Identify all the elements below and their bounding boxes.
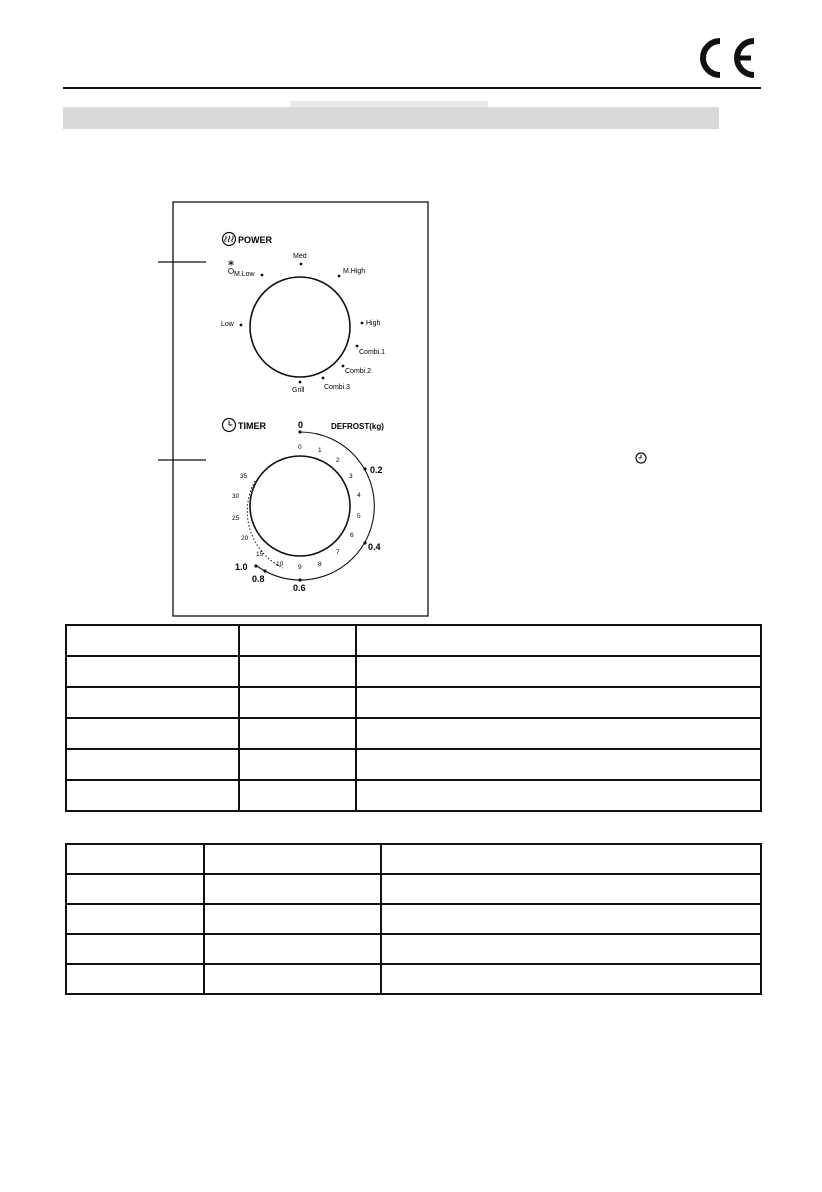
power-level-high: High <box>366 320 381 327</box>
table-cell <box>204 874 381 904</box>
timer-min-9: 9 <box>298 564 302 571</box>
table-cell <box>204 904 381 934</box>
table-cell <box>356 687 761 718</box>
table-row <box>66 874 761 904</box>
power-level-low: Low <box>221 321 234 328</box>
power-level-mlow: M.Low <box>234 271 255 278</box>
timer-clock-icon <box>223 419 236 432</box>
table-cell <box>66 964 204 994</box>
combination-table <box>65 843 762 995</box>
table-cell <box>66 904 204 934</box>
defrost-weight-0-8: 0.8 <box>252 574 265 584</box>
defrost-weight-0-6: 0.6 <box>293 583 306 593</box>
table-row <box>66 687 761 718</box>
table-row <box>66 844 761 874</box>
table-cell <box>356 656 761 687</box>
snowflake-icon <box>228 260 233 274</box>
table-row <box>66 625 761 656</box>
table-cell <box>356 780 761 811</box>
table-row <box>66 749 761 780</box>
timer-min-30: 30 <box>232 493 240 500</box>
power-level-mhigh: M.High <box>343 268 366 275</box>
clock-icon <box>634 451 648 465</box>
table-cell <box>381 934 761 964</box>
timer-min-0: 0 <box>298 444 302 451</box>
timer-min-7: 7 <box>336 549 340 556</box>
timer-knob <box>250 456 350 556</box>
table-cell <box>204 964 381 994</box>
table-cell <box>239 687 356 718</box>
power-level-combi2: Combi.2 <box>345 368 372 375</box>
table-cell <box>66 780 239 811</box>
timer-min-25: 25 <box>232 515 240 522</box>
table-cell <box>66 656 239 687</box>
table-row <box>66 904 761 934</box>
timer-min-20: 20 <box>241 535 249 542</box>
power-knob <box>250 277 350 377</box>
timer-min-5: 5 <box>357 513 361 520</box>
defrost-weight-1-0: 1.0 <box>235 562 248 572</box>
table-row <box>66 780 761 811</box>
defrost-weight-0-2: 0.2 <box>370 465 383 475</box>
timer-title: TIMER <box>238 421 266 431</box>
table-cell <box>239 625 356 656</box>
table-cell <box>66 934 204 964</box>
table-cell <box>381 874 761 904</box>
power-wave-icon <box>223 233 236 246</box>
timer-min-35: 35 <box>240 473 248 480</box>
power-levels-table <box>65 624 762 812</box>
table-cell <box>204 934 381 964</box>
defrost-zero: 0 <box>298 420 304 430</box>
table-cell <box>239 656 356 687</box>
table-cell <box>356 749 761 780</box>
defrost-label: DEFROST(kg) <box>331 422 384 431</box>
power-level-med: Med <box>293 253 307 260</box>
table-cell <box>66 687 239 718</box>
table-cell <box>356 718 761 749</box>
table-row <box>66 718 761 749</box>
table-cell <box>66 874 204 904</box>
table-cell <box>204 844 381 874</box>
timer-min-4: 4 <box>357 492 361 499</box>
table-cell <box>66 749 239 780</box>
table-cell <box>239 780 356 811</box>
power-level-grill: Grill <box>292 387 305 394</box>
table-row <box>66 964 761 994</box>
power-level-combi1: Combi.1 <box>359 349 386 356</box>
table-cell <box>356 625 761 656</box>
section-heading-bar <box>63 107 719 129</box>
table-cell <box>66 718 239 749</box>
table-row <box>66 934 761 964</box>
header-rule <box>63 87 761 89</box>
ce-mark <box>693 36 757 80</box>
timer-min-1: 1 <box>318 447 322 454</box>
table-cell <box>66 625 239 656</box>
power-level-combi3: Combi.3 <box>324 384 351 391</box>
timer-min-3: 3 <box>349 473 353 480</box>
timer-min-8: 8 <box>318 561 322 568</box>
timer-min-6: 6 <box>350 532 354 539</box>
table-cell <box>381 904 761 934</box>
table-cell <box>381 964 761 994</box>
power-title: POWER <box>238 235 273 245</box>
timer-min-15: 15 <box>256 551 264 558</box>
control-panel-diagram <box>150 200 440 620</box>
defrost-weight-0-4: 0.4 <box>368 542 381 552</box>
table-cell <box>381 844 761 874</box>
table-cell <box>239 749 356 780</box>
table-cell <box>239 718 356 749</box>
timer-min-2: 2 <box>336 457 340 464</box>
timer-min-10: 10 <box>276 561 284 568</box>
table-row <box>66 656 761 687</box>
table-cell <box>66 844 204 874</box>
